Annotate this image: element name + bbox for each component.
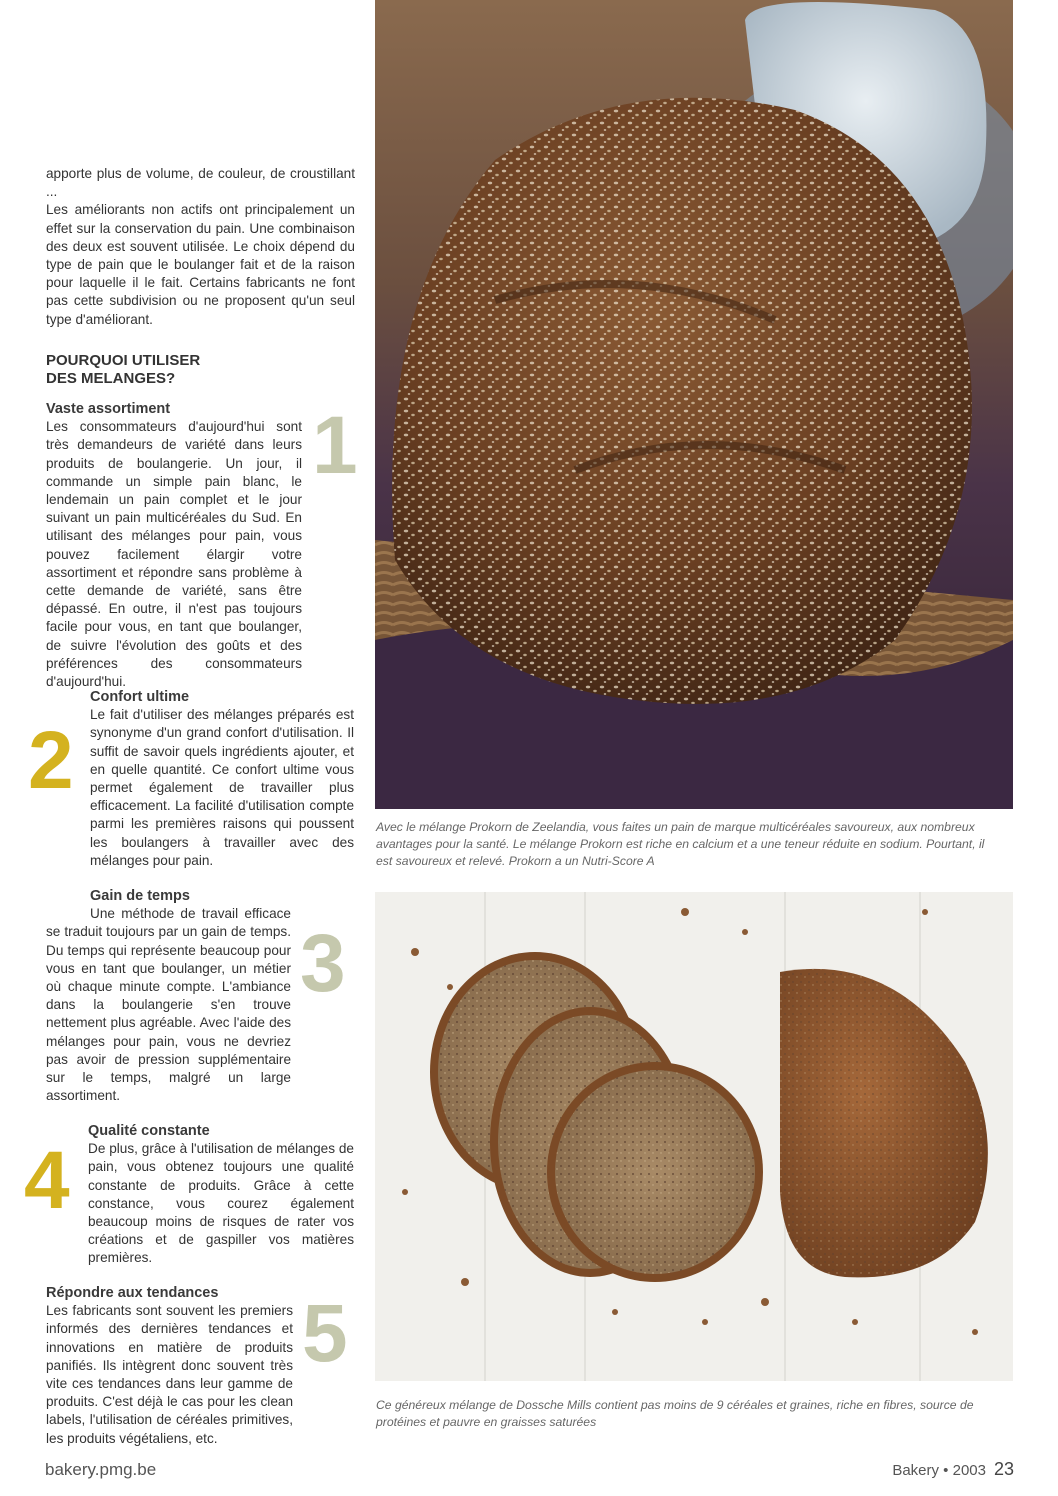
section-heading	[46, 352, 346, 388]
caption-photo-1: Avec le mélange Prokorn de Zeelandia, vous faites un pain de marque multicéréales savoureux, aux nombreux avantages pour la santé. Le mélange Prokorn est riche en calcium et a une teneur réduite en sodium. Pourtant, il est savoureux et relevé. Prokorn a un Nutri-Score A	[376, 820, 985, 868]
intro-paragraph-1: apporte plus de volume, de couleur, de croustillant ...	[46, 166, 355, 200]
bread-photo-prokorn	[375, 0, 1013, 809]
footer-website: bakery.pmg.be	[45, 1460, 157, 1479]
item-body: De plus, grâce à l'utilisation de mélanges de pain, vous obtenez toujours une qualité constante de produits. Grâce à cette constance, vous courez également beaucoup moins de risques de rater vos créations et de gaspiller vos matières premières.	[88, 1141, 354, 1266]
item-body: Une méthode de travail efficace se traduit toujours par un gain de temps. Du temps qui représente beaucoup pour vous en tant que boulanger, un métier où chaque minute compte. L'ambiance dans la boulangerie s'en trouve nettement plus agréable. Avec l'aide des mélanges pour pain, vous ne devriez pas avoir de pression supplémentaire sur le temps, malgré un large assortiment.	[46, 906, 291, 1104]
item-number-2: 2	[28, 715, 74, 806]
section-heading-line-1: POURQUOI UTILISER	[46, 352, 201, 369]
page-number: 23	[993, 1459, 1014, 1479]
item-body: Les consommateurs d'aujourd'hui sont très demandeurs de variété dans leurs produits de boulangerie. Un jour, il commande un simple pain blanc, le lendemain un pain complet et le jour suivant un pain multicéréales du Sud. En utilisant des mélanges pour pain, vous pouvez facilement élargir votre assortiment et répondre sans problème à cette demande de variété, sans être dépassé. En outre, il n'est pas toujours facile pour vous, en tant que boulanger, de suivre l'évolution des goûts et des préférences des consommateurs d'aujourd'hui.	[46, 419, 302, 690]
caption-photo-2: Ce généreux mélange de Dossche Mills contient pas moins de 9 céréales et graines, riche en fibres, source de protéines et pauvre en graisses saturées	[376, 1398, 974, 1429]
item-body: Le fait d'utiliser des mélanges préparés est synonyme d'un grand confort d'utilisation. Il suffit de savoir quels ingrédients ajouter, et en quelle quantité. Ce confort ultime vous permet également de travailler plus efficacement. La facilité d'utilisation compte parmi les premières raisons qui poussent les boulangers à travailler avec des mélanges pour pain.	[90, 707, 354, 868]
item-number-5: 5	[302, 1288, 348, 1379]
item-repondre-aux-tendances	[46, 1284, 293, 1448]
item-title: Gain de temps	[90, 888, 190, 904]
bread-photo-dossche	[375, 892, 1013, 1381]
item-title: Qualité constante	[88, 1123, 210, 1139]
intro-paragraph-2: Les améliorants non actifs ont principalement un effet sur la conservation du pain. Une combinaison des deux est souvent utilisée. Le choix dépend du type de pain que le boulanger fait et de la raison pour laquelle il le fait. Certains fabricants ne font pas cette subdivision ou ne proposent qu'un seul type d'améliorant.	[46, 202, 355, 327]
item-title: Confort ultime	[90, 689, 190, 705]
item-number-3: 3	[300, 918, 346, 1009]
item-title: Vaste assortiment	[46, 401, 171, 417]
item-title: Répondre aux tendances	[46, 1285, 219, 1301]
footer-right	[892, 1459, 1014, 1480]
intro-text	[46, 165, 355, 329]
item-vaste-assortiment	[46, 400, 302, 691]
item-number-4: 4	[24, 1135, 70, 1226]
section-heading-line-2: DES MELANGES?	[46, 370, 176, 387]
item-qualite-constante	[88, 1122, 354, 1268]
item-body: Les fabricants sont souvent les premiers informés des dernières tendances et innovations en matière de produits panifiés. Ils intègrent donc souvent très vite ces tendances dans leur gamme de produits. C'est déjà le cas pour les clean labels, l'utilisation de céréales primitives, les produits végétaliens, etc.	[46, 1303, 293, 1446]
item-confort-ultime	[90, 688, 354, 870]
footer-magazine: Bakery • 2003	[892, 1462, 986, 1479]
item-gain-de-temps	[46, 887, 291, 1105]
item-number-1: 1	[312, 400, 358, 491]
